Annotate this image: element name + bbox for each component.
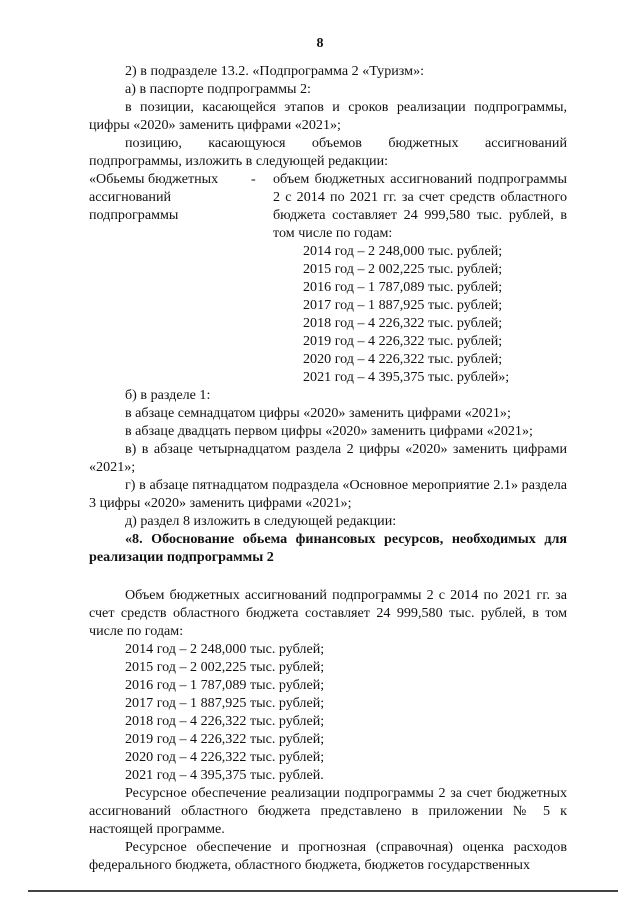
passport-year-list [273, 242, 567, 386]
passport-table-dash: - [251, 171, 256, 187]
paragraph-resource-forecast: Ресурсное обеспечение и прогнозная (справочная) оценка расходов федерального бюджета, областного бюджета, бюджетов государственных [89, 839, 567, 873]
document-body [89, 62, 567, 874]
section-year-item: 2015 год – 2 002,225 тыс. рублей; [125, 659, 325, 675]
passport-year-item: 2015 год – 2 002,225 тыс. рублей; [303, 261, 503, 277]
passport-table-value [273, 170, 567, 386]
section-year-item: 2019 год – 4 226,322 тыс. рублей; [125, 731, 325, 747]
section-8-year-list [89, 640, 567, 784]
blank-line [89, 566, 567, 586]
section-8-heading: «8. Обоснование обьема финансовых ресурсов, необходимых для реализации подпрограммы 2 [89, 531, 567, 565]
section-8-intro: Объем бюджетных ассигнований подпрограммы 2 с 2014 по 2021 гг. за счет средств областного бюджета составляет 24 999,580 тыс. рублей, в том числе по годам: [89, 587, 567, 639]
passport-year-item: 2017 год – 1 887,925 тыс. рублей; [303, 297, 503, 313]
paragraph-section-1: б) в разделе 1: [125, 387, 211, 403]
paragraph-volume-position: позицию, касающуюся объемов бюджетных ассигнований подпрограммы, изложить в следующей редакции: [89, 135, 567, 169]
section-year-item: 2021 год – 4 395,375 тыс. рублей. [125, 767, 324, 783]
passport-year-item: 2014 год – 2 248,000 тыс. рублей; [303, 243, 503, 259]
section-year-item: 2014 год – 2 248,000 тыс. рублей; [125, 641, 325, 657]
paragraph-abzac-21: в абзаце двадцать первом цифры «2020» заменить цифрами «2021»; [125, 423, 533, 439]
paragraph-resource-provision: Ресурсное обеспечение реализации подпрограммы 2 за счет бюджетных ассигнований областного бюджета представлено в приложении № 5 к настоящей программе. [89, 785, 567, 837]
passport-year-item: 2019 год – 4 226,322 тыс. рублей; [303, 333, 503, 349]
paragraph-section-8-intro: д) раздел 8 изложить в следующей редакции: [125, 513, 397, 529]
scan-edge-line [28, 890, 618, 892]
paragraph-section-3: г) в абзаце пятнадцатом подраздела «Основное мероприятие 2.1» раздела 3 цифры «2020» заменить цифрами «2021»; [89, 477, 567, 511]
paragraph-passport: а) в паспорте подпрограммы 2: [125, 81, 311, 97]
paragraph-stages-position: в позиции, касающейся этапов и сроков реализации подпрограммы, цифры «2020» заменить цифрами «2021»; [89, 99, 567, 133]
passport-year-item: 2018 год – 4 226,322 тыс. рублей; [303, 315, 503, 331]
section-year-item: 2017 год – 1 887,925 тыс. рублей; [125, 695, 325, 711]
passport-year-item: 2016 год – 1 787,089 тыс. рублей; [303, 279, 503, 295]
paragraph-subsection-13-2: 2) в подразделе 13.2. «Подпрограмма 2 «Туризм»: [125, 63, 425, 79]
page-number: 8 [316, 36, 324, 51]
passport-year-item: 2020 год – 4 226,322 тыс. рублей; [303, 351, 503, 367]
passport-year-item: 2021 год – 4 395,375 тыс. рублей»; [303, 369, 510, 385]
passport-table-value-text: объем бюджетных ассигнований подпрограммы 2 с 2014 по 2021 гг. за счет средств областного бюджета составляет 24 999,580 тыс. рублей, в том числе по годам: [273, 171, 567, 241]
passport-table-row [89, 170, 567, 386]
paragraph-abzac-17: в абзаце семнадцатом цифры «2020» заменить цифрами «2021»; [125, 405, 511, 421]
section-year-item: 2020 год – 4 226,322 тыс. рублей; [125, 749, 325, 765]
section-year-item: 2016 год – 1 787,089 тыс. рублей; [125, 677, 325, 693]
paragraph-section-2: в) в абзаце четырнадцатом раздела 2 цифры «2020» заменить цифрами «2021»; [89, 441, 567, 475]
section-year-item: 2018 год – 4 226,322 тыс. рублей; [125, 713, 325, 729]
passport-table-label: «Обьемы бюджетных ассигнований подпрограммы [89, 171, 219, 223]
